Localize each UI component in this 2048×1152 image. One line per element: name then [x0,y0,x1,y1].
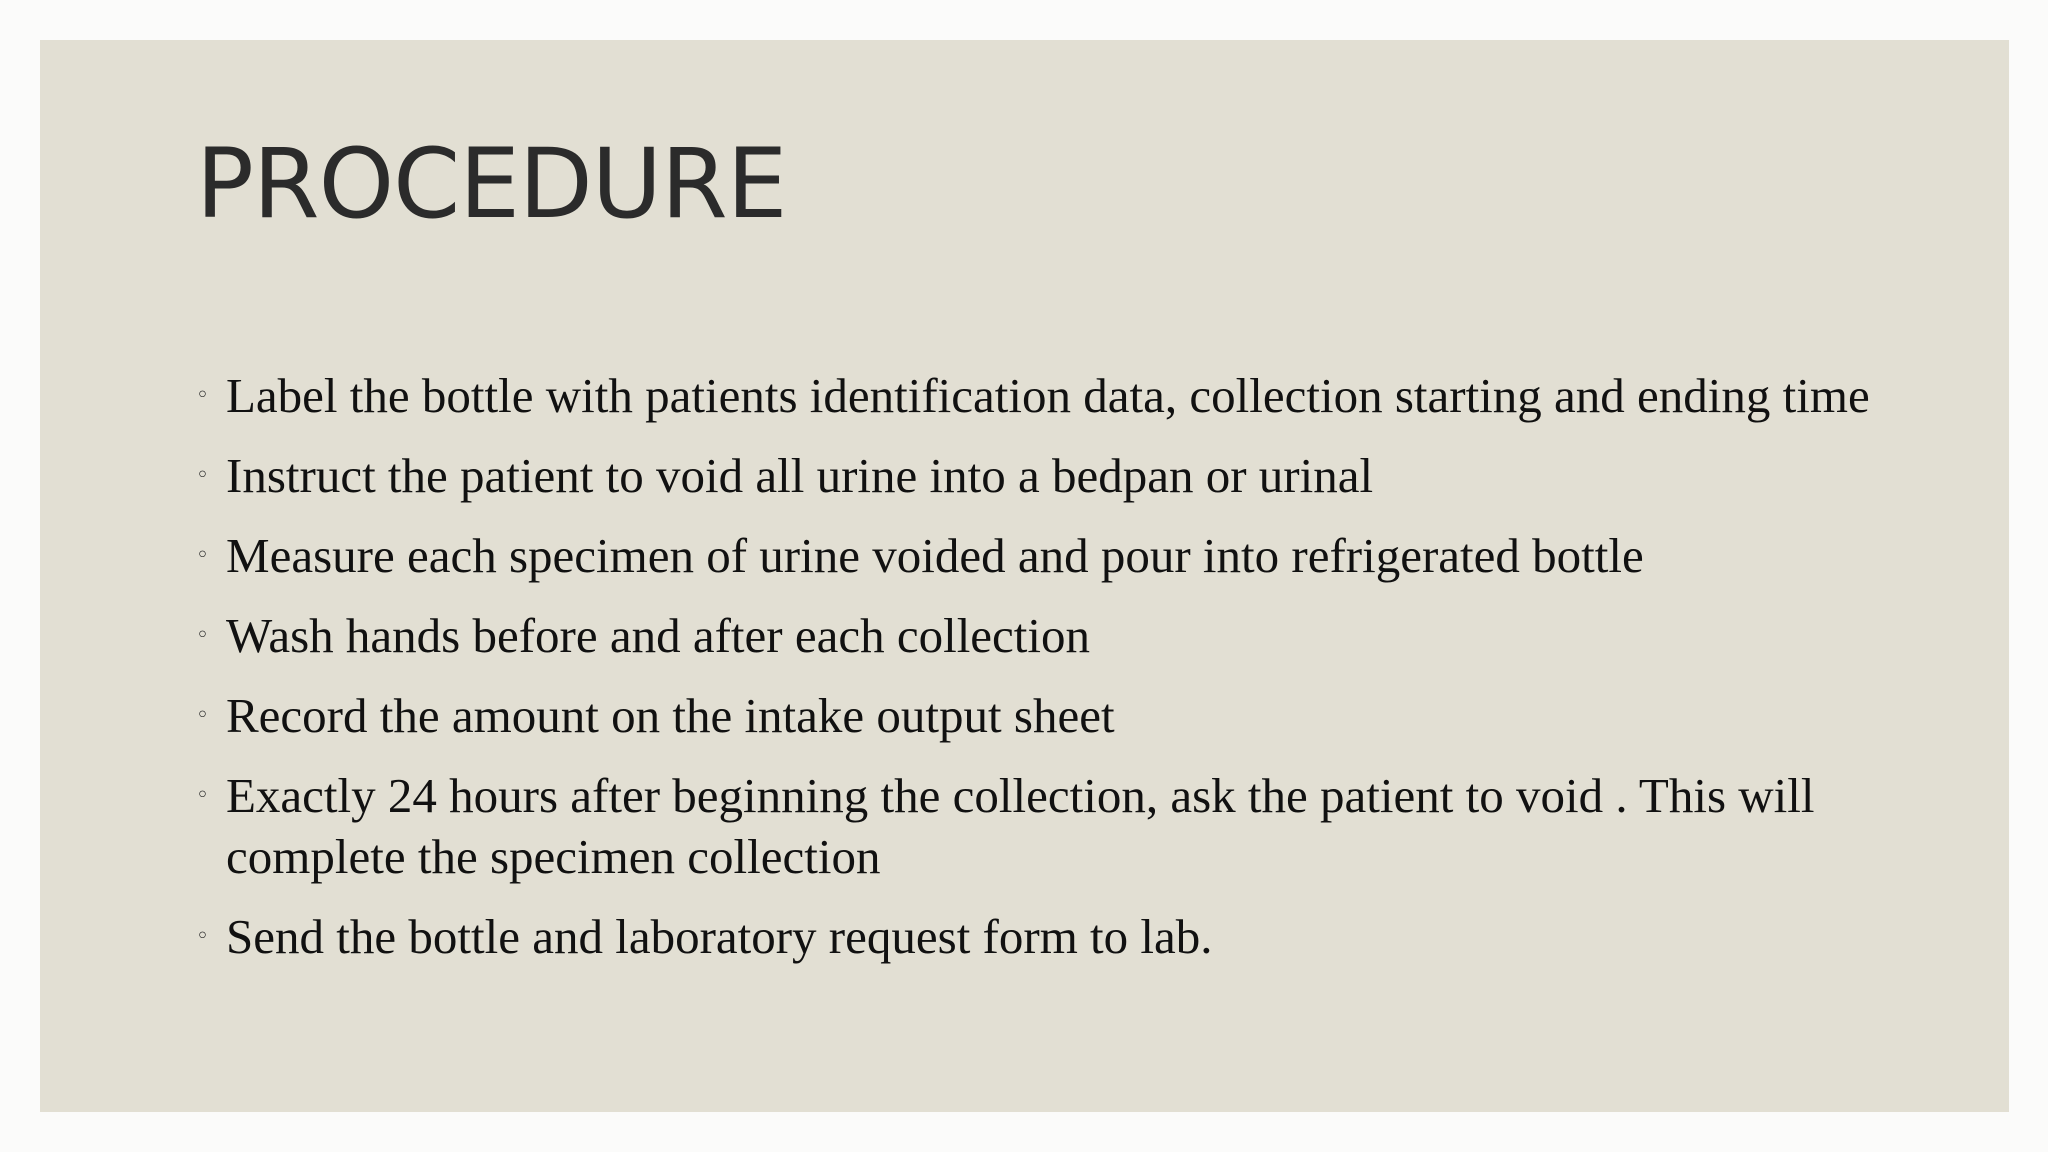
hollow-circle-bullet-icon: ◦ [196,543,209,568]
slide [40,40,2009,1112]
bullet-item [196,525,1896,586]
hollow-circle-bullet-icon: ◦ [196,463,209,488]
hollow-circle-bullet-icon: ◦ [196,783,209,808]
bullet-text: Record the amount on the intake output sheet [226,688,1115,743]
bullet-text: Send the bottle and laboratory request form to lab. [226,909,1213,964]
hollow-circle-bullet-icon: ◦ [196,703,209,728]
bullet-item [196,685,1896,746]
bullet-item [196,765,1896,887]
bullet-item [196,445,1896,506]
bullet-text: Measure each specimen of urine voided and pour into refrigerated bottle [226,528,1644,583]
bullet-text: Label the bottle with patients identification data, collection starting and ending time [226,368,1870,423]
bullet-list [196,365,1896,986]
bullet-item [196,365,1896,426]
hollow-circle-bullet-icon: ◦ [196,383,209,408]
bullet-item [196,605,1896,666]
hollow-circle-bullet-icon: ◦ [196,623,209,648]
hollow-circle-bullet-icon: ◦ [196,924,209,949]
slide-title: PROCEDURE [196,128,787,240]
bullet-item [196,906,1896,967]
bullet-text: Wash hands before and after each collection [226,608,1091,663]
bullet-text: Exactly 24 hours after beginning the collection, ask the patient to void . This will complete the specimen collection [226,768,1815,884]
bullet-text: Instruct the patient to void all urine into a bedpan or urinal [226,448,1374,503]
